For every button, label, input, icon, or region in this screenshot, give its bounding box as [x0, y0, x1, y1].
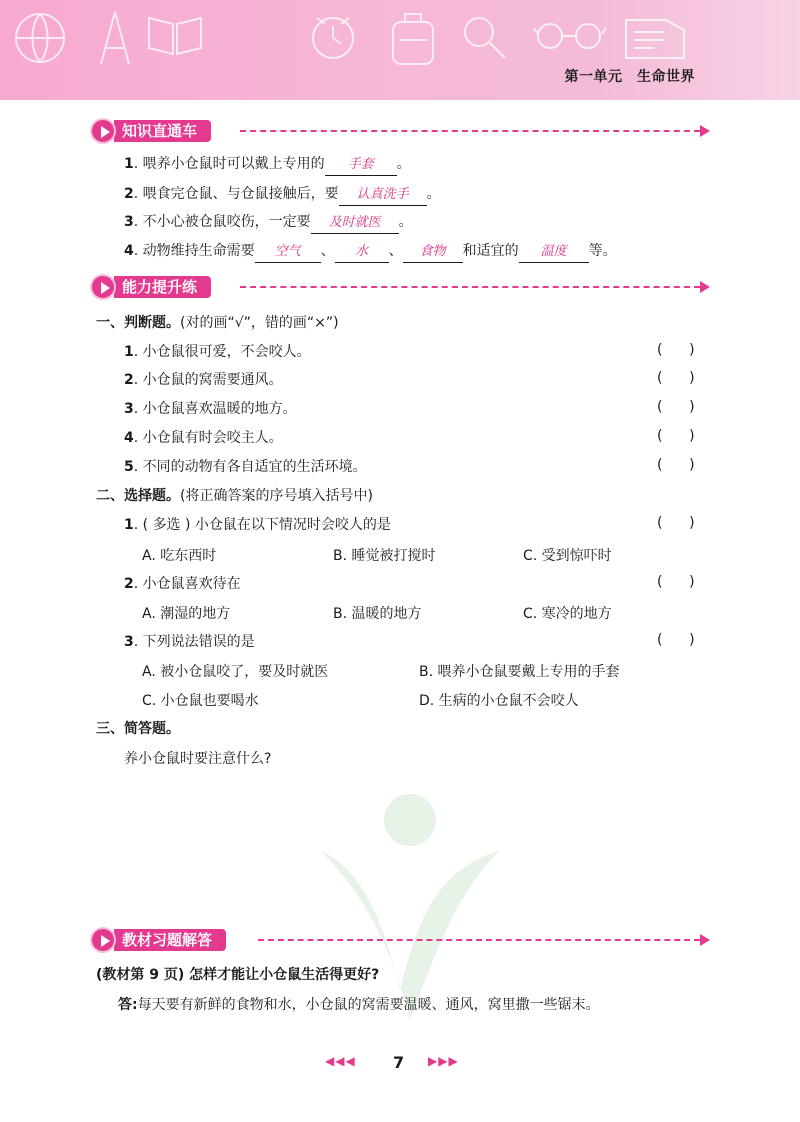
textbook-question: (教材第 9 页) 怎样才能让小仓鼠生活得更好?	[96, 967, 380, 983]
left-arrows-icon: ◀◀◀	[325, 1054, 356, 1068]
question-text: . 不小心被仓鼠咬伤，一定要	[133, 214, 311, 230]
question-text: . 喂食完仓鼠、与仓鼠接触后，要	[133, 186, 339, 202]
option-d: D. 生病的小仓鼠不会咬人	[419, 693, 579, 709]
ruler-doodle-icon	[95, 8, 135, 68]
question-text: . 不同的动物有各自适宜的生活环境。	[133, 459, 367, 475]
answer-blank: 及时就医	[311, 213, 399, 234]
choice-q3	[124, 632, 255, 652]
question-number: 3	[124, 401, 134, 417]
section-knowledge-header	[90, 118, 710, 144]
globe-doodle-icon	[10, 8, 70, 68]
dotted-divider	[258, 939, 700, 941]
option-b: B. 喂养小仓鼠要戴上专用的手套	[419, 664, 620, 680]
answer-parentheses: ( )	[657, 399, 695, 415]
instruction-note: (将正确答案的序号填入括号中)	[180, 488, 373, 504]
unit-title: 第一单元 生命世界	[564, 69, 695, 85]
right-arrows-icon: ▶▶▶	[428, 1054, 459, 1068]
question-number: 1	[124, 517, 134, 533]
play-icon	[90, 274, 116, 300]
question-text: . 下列说法错误的是	[133, 634, 255, 650]
book-doodle-icon	[145, 8, 205, 58]
knowledge-q3	[124, 212, 413, 234]
answer-parentheses: ( )	[657, 428, 695, 444]
judge-item	[124, 457, 367, 477]
header-band	[0, 0, 800, 100]
option-a: A. 吃东西时	[142, 548, 217, 564]
answer-text: 每天要有新鲜的食物和水，小仓鼠的窝需要温暖、通风，窝里撒一些锯末。	[137, 997, 600, 1013]
question-number: 2	[124, 186, 134, 202]
question-text: . ( 多选 ) 小仓鼠在以下情况时会咬人的是	[133, 517, 391, 533]
question-number: 4	[124, 243, 134, 259]
question-text: . 小仓鼠喜欢温暖的地方。	[133, 401, 297, 417]
question-text: . 动物维持生命需要	[133, 243, 255, 259]
question-number: 1	[124, 344, 134, 360]
separator: 、	[388, 243, 403, 259]
option-c: C. 受到惊吓时	[523, 548, 612, 564]
question-text: . 小仓鼠喜欢待在	[133, 576, 241, 592]
choice-heading	[96, 486, 373, 506]
question-number: 2	[124, 576, 134, 592]
play-icon	[90, 927, 116, 953]
question-number: 3	[124, 634, 134, 650]
answer-parentheses: ( )	[657, 457, 695, 473]
question-text: 和适宜的	[462, 243, 519, 259]
arrow-right-icon	[700, 281, 710, 293]
knowledge-q2	[124, 184, 441, 206]
section-heading: 二、选择题。	[96, 488, 180, 504]
answer-blank: 手套	[325, 155, 397, 176]
section-label: 知识直通车	[114, 120, 211, 142]
answer-blank: 认真洗手	[339, 185, 427, 206]
choice-q2	[124, 574, 241, 594]
separator: 、	[320, 243, 335, 259]
answer-parentheses: ( )	[657, 632, 695, 648]
answer-parentheses: ( )	[657, 370, 695, 386]
section-label: 能力提升练	[114, 276, 211, 298]
question-text: 。	[398, 214, 413, 230]
clock-doodle-icon	[305, 8, 361, 64]
question-text: . 小仓鼠的窝需要通风。	[133, 372, 283, 388]
judge-item	[124, 428, 283, 448]
question-number: 1	[124, 156, 134, 172]
answer-blank: 水	[335, 242, 389, 263]
answer-blank: 食物	[403, 242, 463, 263]
notebook-doodle-icon	[620, 8, 690, 64]
backpack-doodle-icon	[385, 8, 441, 68]
judge-item	[124, 370, 283, 390]
question-text: . 喂养小仓鼠时可以戴上专用的	[133, 156, 325, 172]
short-answer-question: 养小仓鼠时要注意什么?	[124, 751, 272, 767]
question-text: 。	[396, 156, 411, 172]
knowledge-q4	[124, 241, 617, 263]
section-heading: 一、判断题。	[96, 315, 180, 331]
choice-q1	[124, 515, 391, 535]
answer-parentheses: ( )	[657, 574, 695, 590]
answer-blank: 温度	[519, 242, 589, 263]
knowledge-q1	[124, 154, 411, 176]
question-text: . 小仓鼠有时会咬主人。	[133, 430, 283, 446]
arrow-right-icon	[700, 934, 710, 946]
option-c: C. 小仓鼠也要喝水	[142, 693, 259, 709]
judge-item	[124, 342, 311, 362]
arrow-right-icon	[700, 125, 710, 137]
short-answer-heading: 三、简答题。	[96, 721, 180, 737]
answer-blank: 空气	[255, 242, 321, 263]
section-textbook-header	[90, 927, 710, 953]
dotted-divider	[240, 286, 700, 288]
answer-parentheses: ( )	[657, 515, 695, 531]
option-b: B. 温暖的地方	[333, 606, 422, 622]
question-number: 2	[124, 372, 134, 388]
answer-parentheses: ( )	[657, 342, 695, 358]
answer-label: 答:	[118, 997, 138, 1013]
option-a: A. 被小仓鼠咬了，要及时就医	[142, 664, 329, 680]
dotted-divider	[240, 130, 700, 132]
judge-item	[124, 399, 297, 419]
option-b: B. 睡觉被打搅时	[333, 548, 436, 564]
play-icon	[90, 118, 116, 144]
magnifier-doodle-icon	[455, 8, 511, 64]
section-ability-header	[90, 274, 710, 300]
section-label: 教材习题解答	[114, 929, 226, 951]
question-text: 等。	[588, 243, 617, 259]
question-number: 5	[124, 459, 134, 475]
textbook-answer	[118, 995, 600, 1015]
option-c: C. 寒冷的地方	[523, 606, 612, 622]
glasses-doodle-icon	[530, 8, 610, 58]
page-number: 7	[393, 1053, 405, 1072]
question-text: . 小仓鼠很可爱，不会咬人。	[133, 344, 311, 360]
instruction-note: (对的画“√”，错的画“×”)	[180, 315, 339, 331]
judge-heading	[96, 313, 339, 333]
question-text: 。	[426, 186, 441, 202]
question-number: 3	[124, 214, 134, 230]
question-number: 4	[124, 430, 134, 446]
option-a: A. 潮湿的地方	[142, 606, 231, 622]
